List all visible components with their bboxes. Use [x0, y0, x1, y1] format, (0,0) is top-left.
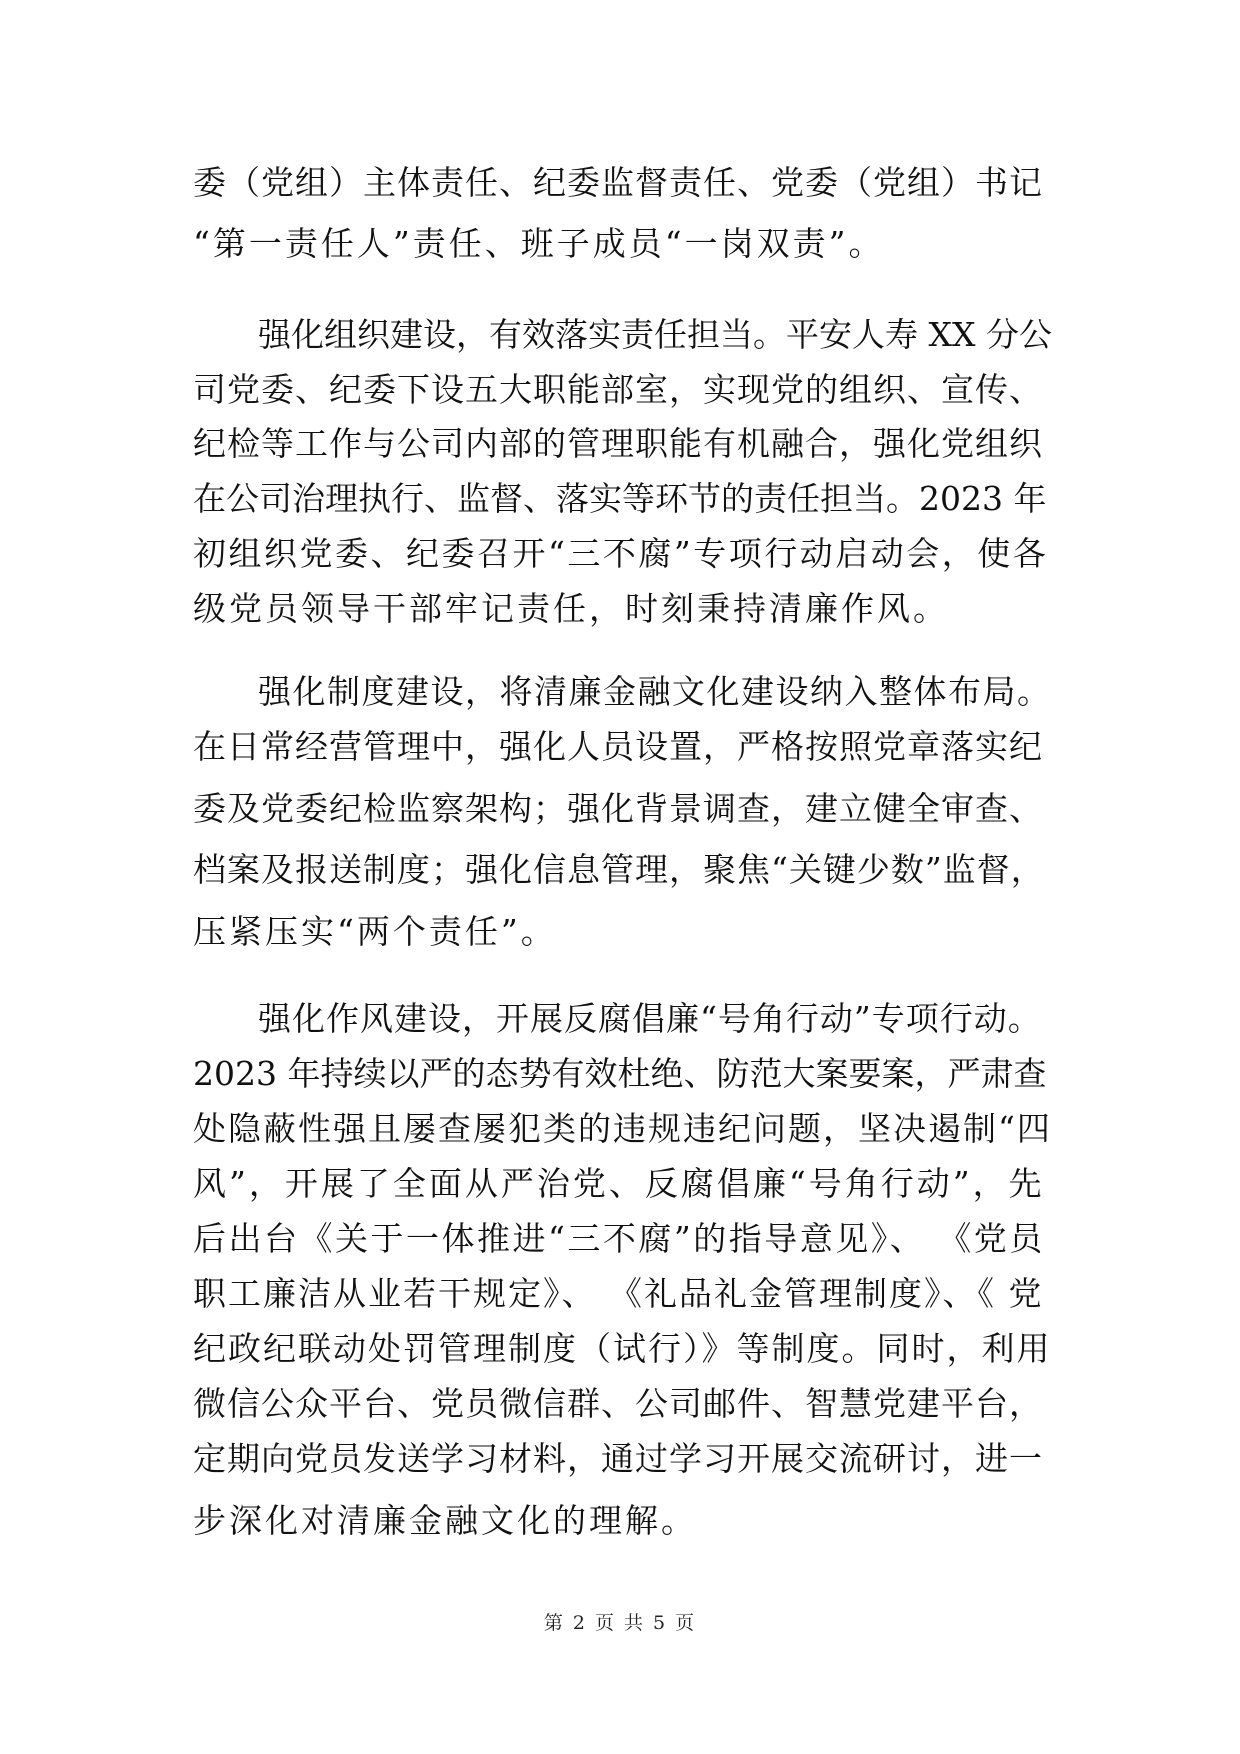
text-line: 后出台《关于一体推进“三不腐”的指导意见》、 《党员	[193, 1219, 1045, 1258]
page-number-footer: 第 2 页 共 5 页	[543, 1612, 697, 1634]
text-line: 档案及报送制度；强化信息管理，聚焦“关键少数”监督，	[193, 850, 1045, 889]
text-line: 委（党组）主体责任、纪委监督责任、党委（党组）书记	[193, 163, 1043, 202]
text-line: 定期向党员发送学习材料，通过学习开展交流研讨，进一	[193, 1439, 1043, 1478]
text-line: 风”，开展了全面从严治党、反腐倡廉“号角行动”，先	[193, 1164, 1045, 1203]
text-line: 纪政纪联动处罚管理制度（试行）》等制度。同时，利用	[193, 1329, 1052, 1368]
text-line: 纪检等工作与公司内部的管理职能有机融合，强化党组织	[193, 424, 1043, 463]
paragraph-first-line: 强化作风建设，开展反腐倡廉“号角行动”专项行动。	[258, 999, 1042, 1038]
text-line: 级党员领导干部牢记责任，时刻秉持清廉作风。	[193, 589, 949, 628]
paragraph-first-line: 强化组织建设，有效落实责任担当。平安人寿 XX 分公	[258, 315, 1052, 354]
text-line: 委及党委纪检监察架构；强化背景调查，建立健全审查、	[193, 789, 1043, 828]
text-line: 处隐蔽性强且屡查屡犯类的违规违纪问题，坚决遏制“四	[193, 1109, 1052, 1148]
paragraph-first-line: 强化制度建设，将清廉金融文化建设纳入整体布局。	[258, 672, 1052, 711]
text-line: 职工廉洁从业若干规定》、 《礼品礼金管理制度》、《 党	[193, 1274, 1044, 1313]
text-line: 2023 年持续以严的态势有效杜绝、防范大案要案，严肃查	[193, 1054, 1047, 1093]
text-line: “第一责任人”责任、班子成员“一岗双责”。	[193, 224, 885, 263]
text-line: 在公司治理执行、监督、落实等环节的责任担当。2023 年	[193, 479, 1047, 518]
text-line: 初组织党委、纪委召开“三不腐”专项行动启动会，使各	[193, 534, 1049, 573]
text-line: 司党委、纪委下设五大职能部室，实现党的组织、宣传、	[193, 370, 1043, 409]
text-line: 在日常经营管理中，强化人员设置，严格按照党章落实纪	[193, 727, 1043, 766]
text-line: 步深化对清廉金融文化的理解。	[193, 1501, 697, 1540]
text-line: 压紧压实“两个责任”。	[193, 912, 557, 951]
text-line: 微信公众平台、党员微信群、公司邮件、智慧党建平台，	[193, 1384, 1043, 1423]
